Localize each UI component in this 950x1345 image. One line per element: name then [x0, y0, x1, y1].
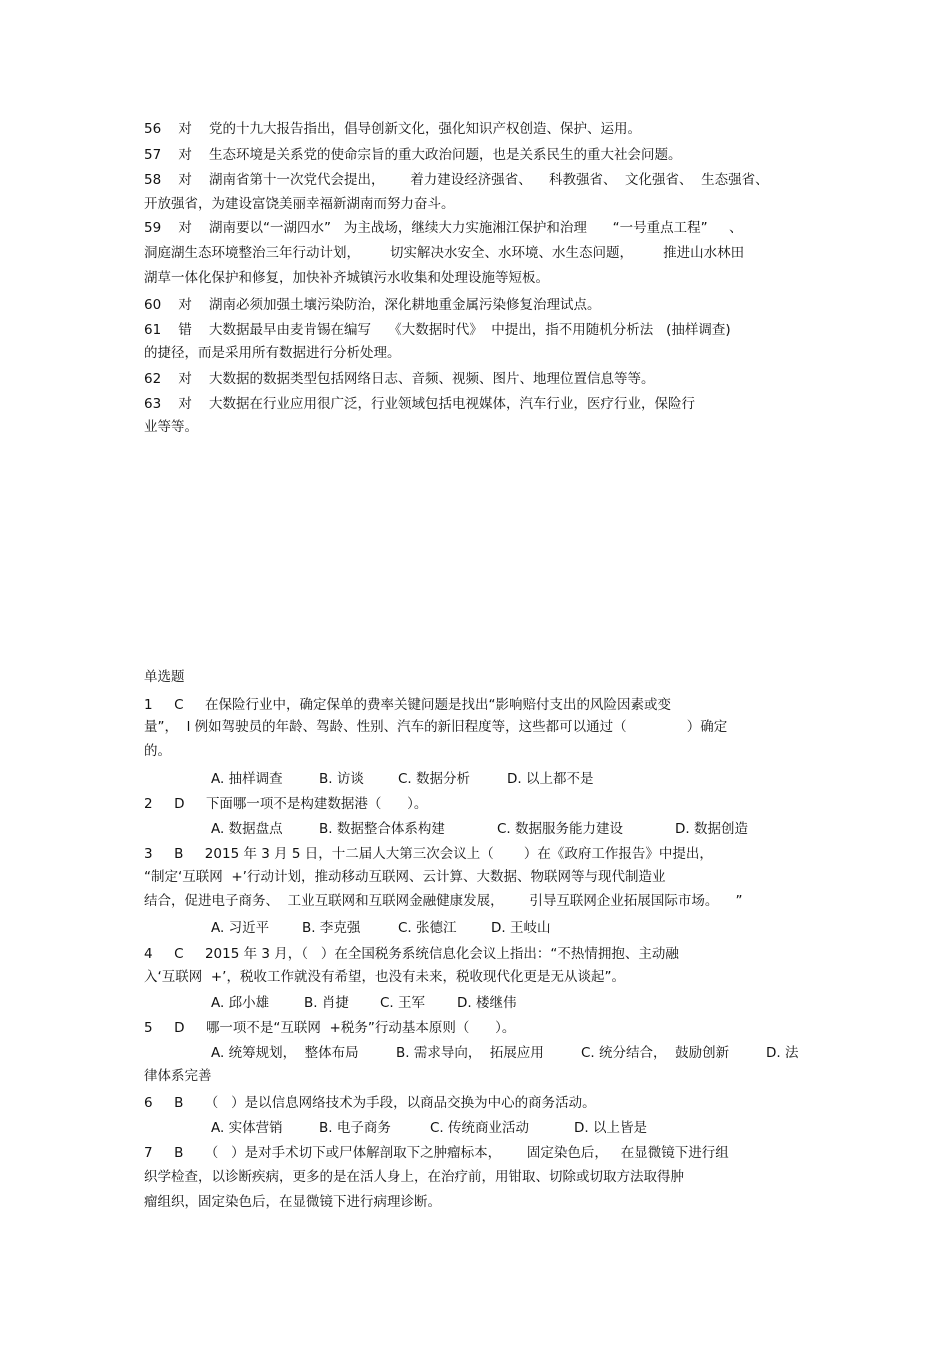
question-3	[144, 844, 713, 864]
item-number: 63	[144, 396, 162, 412]
option-c: C. 数据服务能力建设	[497, 821, 624, 837]
item-number: 57	[144, 147, 162, 163]
tf-item-59-cont: 洞庭湖生态环境整治三年行动计划， 切实解决水安全、水环境、水生态问题， 推进山水林田	[144, 245, 745, 261]
item-text: 哪一项不是“互联网 +税务”行动基本原则（ ）。	[205, 1020, 516, 1036]
option-a: A. 实体营销	[211, 1120, 283, 1136]
question-4-cont: 入‘互联网 +’，税收工作就没有希望，也没有未来，税收现代化更是无从谈起”。	[144, 969, 625, 985]
item-answer: B	[174, 1095, 184, 1111]
option-c: C. 张德江	[398, 920, 457, 936]
item-answer: 对	[178, 121, 192, 137]
item-number: 61	[144, 322, 162, 338]
option-c: C. 统分结合， 鼓励创新	[581, 1045, 730, 1061]
option-d: D. 王岐山	[491, 920, 551, 936]
item-answer: C	[174, 697, 184, 713]
item-answer: 对	[178, 297, 192, 313]
item-text: （ ）是对手术切下或尸体解剖取下之肿瘤标本， 固定染色后， 在显微镜下进行组	[204, 1145, 729, 1161]
option-a: A. 统筹规划， 整体布局	[211, 1045, 359, 1061]
item-text: 生态环境是关系党的使命宗旨的重大政治问题，也是关系民生的重大社会问题。	[209, 147, 682, 163]
question-7-cont: 织学检查，以诊断疾病，更多的是在活人身上，在治疗前，用钳取、切除或切取方法取得肿	[144, 1169, 684, 1185]
item-text: 湖南要以“一湖四水” 为主战场，继续大力实施湘江保护和治理 “一号重点工程” 、	[209, 220, 743, 236]
option-b: B. 访谈	[319, 771, 364, 787]
item-answer: 对	[178, 147, 192, 163]
option-b: B. 需求导向， 拓展应用	[396, 1045, 544, 1061]
question-5	[144, 1018, 515, 1038]
item-answer: B	[174, 1145, 184, 1161]
question-1-cont: 量”， l 例如驾驶员的年龄、驾龄、性别、汽车的新旧程度等，这些都可以通过（ ）确定	[144, 719, 728, 735]
option-a: A. 数据盘点	[211, 821, 283, 837]
item-answer: 对	[178, 371, 192, 387]
question-3-cont: 结合，促进电子商务、 工业互联网和互联网金融健康发展， 引导互联网企业拓展国际市场。 ”	[144, 893, 743, 909]
option-a: A. 习近平	[211, 920, 270, 936]
item-text: 下面哪一项不是构建数据港（ ）。	[205, 796, 428, 812]
item-number: 62	[144, 371, 162, 387]
item-number: 7	[144, 1145, 153, 1161]
item-number: 59	[144, 220, 162, 236]
question-7	[144, 1143, 729, 1163]
item-text: 湖南省第十一次党代会提出， 着力建设经济强省、 科教强省、 文化强省、 生态强省、	[209, 172, 769, 188]
tf-item-63-cont: 业等等。	[144, 419, 198, 435]
option-b: B. 电子商务	[319, 1120, 391, 1136]
question-3-cont: “制定‘互联网 +’行动计划，推动移动互联网、云计算、大数据、物联网等与现代制造业	[144, 869, 666, 885]
option-b: B. 李克强	[302, 920, 361, 936]
option-a: A. 邱小雄	[211, 995, 270, 1011]
item-text: 大数据最早由麦肯锡在编写 《大数据时代》 中提出，指不用随机分析法 (抽样调查)	[209, 322, 731, 338]
tf-item-60	[144, 295, 601, 315]
question-1-cont: 的。	[144, 743, 171, 759]
question-6	[144, 1093, 596, 1113]
item-text: （ ）是以信息网络技术为手段，以商品交换为中心的商务活动。	[204, 1095, 596, 1111]
item-answer: 对	[178, 396, 192, 412]
item-text: 2015 年 3 月 5 日，十二届人大第三次会议上（ ）在《政府工作报告》中提出，	[204, 846, 713, 862]
item-number: 56	[144, 121, 162, 137]
option-a: A. 抽样调查	[211, 771, 283, 787]
tf-item-59	[144, 218, 743, 238]
tf-item-59-cont: 湖草一体化保护和修复，加快补齐城镇污水收集和处理设施等短板。	[144, 270, 549, 286]
item-answer: B	[174, 846, 184, 862]
option-b: B. 数据整合体系构建	[319, 821, 445, 837]
question-5-option-d-cont: 律体系完善	[144, 1068, 212, 1084]
option-d: D. 以上都不是	[507, 771, 594, 787]
question-2	[144, 794, 427, 814]
item-answer: 对	[178, 172, 192, 188]
item-number: 6	[144, 1095, 153, 1111]
item-number: 5	[144, 1020, 153, 1036]
section-title: 单选题	[144, 669, 185, 685]
option-b: B. 肖捷	[304, 995, 349, 1011]
item-number: 2	[144, 796, 153, 812]
item-answer: 错	[178, 322, 192, 338]
item-text: 党的十九大报告指出，倡导创新文化，强化知识产权创造、保护、运用。	[209, 121, 642, 137]
item-number: 60	[144, 297, 162, 313]
item-text: 2015 年 3 月，（ ）在全国税务系统信息化会议上指出：“不热情拥抱、主动融	[204, 946, 679, 962]
tf-item-62	[144, 369, 655, 389]
item-answer: C	[174, 946, 184, 962]
tf-item-56	[144, 119, 641, 139]
tf-item-61	[144, 320, 731, 340]
item-text: 湖南必须加强土壤污染防治，深化耕地重金属污染修复治理试点。	[209, 297, 601, 313]
option-d: D. 以上皆是	[574, 1120, 647, 1136]
item-text: 大数据在行业应用很广泛，行业领域包括电视媒体，汽车行业，医疗行业，保险行	[209, 396, 696, 412]
question-4	[144, 944, 679, 964]
option-d: D. 楼继伟	[457, 995, 517, 1011]
tf-item-57	[144, 145, 682, 165]
item-number: 4	[144, 946, 153, 962]
option-d: D. 数据创造	[675, 821, 748, 837]
tf-item-58-cont: 开放强省，为建设富饶美丽幸福新湖南而努力奋斗。	[144, 196, 455, 212]
question-7-cont: 瘤组织，固定染色后，在显微镜下进行病理诊断。	[144, 1194, 441, 1210]
item-text: 大数据的数据类型包括网络日志、音频、视频、图片、地理位置信息等等。	[209, 371, 655, 387]
tf-item-61-cont: 的捷径，而是采用所有数据进行分析处理。	[144, 345, 401, 361]
item-number: 1	[144, 697, 153, 713]
option-c: C. 王军	[380, 995, 426, 1011]
item-text: 在保险行业中，确定保单的费率关键问题是找出“影响赔付支出的风险因素或变	[204, 697, 671, 713]
option-c: C. 数据分析	[398, 771, 471, 787]
question-1	[144, 695, 671, 715]
tf-item-63	[144, 394, 695, 414]
tf-item-58	[144, 170, 769, 190]
option-c: C. 传统商业活动	[430, 1120, 530, 1136]
item-answer: 对	[178, 220, 192, 236]
item-answer: D	[174, 796, 185, 812]
option-d: D. 法	[766, 1045, 799, 1061]
item-number: 58	[144, 172, 162, 188]
item-answer: D	[174, 1020, 185, 1036]
item-number: 3	[144, 846, 153, 862]
